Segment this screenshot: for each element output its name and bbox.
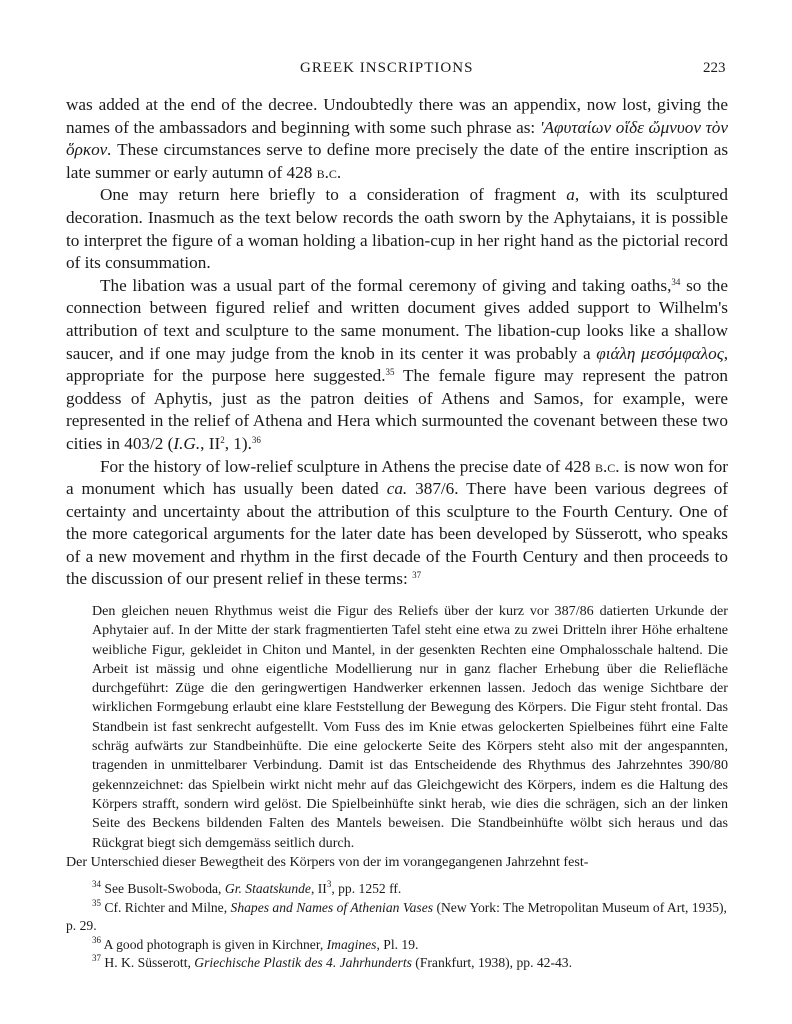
quote-text: Den gleichen neuen Rhythmus weist die Figur des Reliefs über der kurz vor 387/86 datierten Urkunde der Aphytaier auf. In der Mitte der stark fragmentierten Tafel steht eine etwa zu zwei Dritteln ihrer Höhe erhaltene weibliche Figur, gekleidet in Chiton und Mantel, in der gesenkten Rechten eine Omphalosschale haltend. Die Arbeit ist mässig und ohne eigentliche Modellierung nur in ganz flacher Erhebung über die Reliefläche durchgeführt: Züge die den geringwertigen Handwerker erkennen lassen. Jedoch das wenige Sichtbare der wirklichen Formgebung erlaubt eine klare Feststellung der Bewegung des Körpers. Die Figur steht frontal. Das Standbein ist fast senkrecht aufgestellt. Vom Fuss des im Knie etwas gelockerten Spielbeines führt eine Falte schräg aufwärts zur Standbeinhüfte. Die eine gelockerte Seite des Körpers steht also mit der angespannten, tragenden in unmittelbarer Verbindung. Damit ist das Entscheidende des Rhythmus des Jahrzehntes 390/80 gekennzeichnet: das Spielbein wirkt nicht mehr auf das Gleichgewicht des Körpers, indem es die Haltung des Körpers strafft, sondern wird gelöst. Die Spielbeinhüfte sinkt herab, wie dies die schrägen, sich an der linken Seite des Beckens bildenden Falten des Mantels beweisen. Die Standbeinhüfte wölbt sich heraus und das Rückgrat biegt sich demgemäss seitlich durch.: [92, 603, 728, 851]
paragraph-1: was added at the end of the decree. Undoubtedly there was an appendix, now lost, giving the names of the ambassadors and beginning with some such phrase as: 'Αφυταίων οἵδε ὤμνυον τὸν ὅρκον. These circumstances serve to define more precisely the date of the entire inscription as late summer or early autumn of 428 b.c.: [66, 95, 729, 182]
footnote-37: $^{37}$ H. K. Süsserott, Griechische Plastik des 4. Jahrhunderts (Frankfurt, 1938), pp. 42-43.: [92, 953, 572, 971]
footnote-36: $^{36}$ A good photograph is given in Kirchner, Imagines, Pl. 19.: [92, 934, 419, 952]
footnote-ref-36[interactable]: 36: [251, 434, 261, 445]
footnote-ref-37[interactable]: 37: [412, 570, 422, 581]
footnote-ref-34[interactable]: 34: [671, 276, 681, 287]
quote-continuation: Der Unterschied dieser Bewegtheit des Körpers von der im vorangegangenen Jahrzehnt fest-: [66, 853, 589, 870]
paragraph-4: For the history of low-relief sculpture in Athens the precise date of 428 b.c. is now won for a monument which has usually been dated ca. 387/6. There have been various degrees of certainty and uncertainty about the attribution of this sculpture to the Fourth Century. One of the more categorical arguments for the later date has been developed by Süsserott, who speaks of a new movement and rhythm in the first decade of the Fourth Century and then proceeds to the discussion of our present relief in these terms: $^{37}$: [66, 456, 729, 589]
paragraph-2: One may return here briefly to a consideration of fragment a, with its sculptured decoration. Inasmuch as the text below records the oath sworn by the Aphytaians, it is possible to interpret the figure of a woman holding a libation-cup in her right hand as the pictorial record of its consummation.: [66, 185, 728, 273]
page-header: [0, 60, 792, 82]
greek-phrase: 'Αφυταίων οἵδε ὤμνυον τὸν ὅρκον.: [66, 117, 729, 160]
footnotes: [66, 880, 728, 973]
block-quote: [66, 602, 728, 872]
footnote-35: $^{35}$ Cf. Richter and Milne, Shapes and Names of Athenian Vases (New York: The Metropolitan Museum of Art, 1935), p. 29.: [66, 897, 727, 934]
paragraph-3: The libation was a usual part of the formal ceremony of giving and taking oaths,$^{34}$ so the connection between figured relief and written document gives added support to Wilhelm's attribution of text and sculpture to the same monument. The libation-cup looks like a shallow saucer, and if one may judge from the knob in its center it was probably a φιάλη μεσόμφαλος, appropriate for the purpose here suggested.$^{35}$ The female figure may represent the patron goddess of Aphytis, just as the patron deities of Athens and Samos, for example, were represented in the relief of Athena and Hera which surmounted the covenant between these two cities in 403/2 (I.G., $II^2$, 1).$^{36}$: [66, 275, 729, 453]
greek-phrase: φιάλη μεσόμφαλος: [596, 343, 724, 363]
footnote-34: $^{34}$ See Busolt-Swoboda, Gr. Staatskunde, $II^3$, pp. 1252 ff.: [92, 879, 402, 896]
footnote-ref-35[interactable]: 35: [385, 367, 395, 378]
page-number: 223: [703, 60, 726, 76]
running-title: GREEK INSCRIPTIONS: [300, 60, 474, 76]
main-text: [66, 94, 728, 591]
